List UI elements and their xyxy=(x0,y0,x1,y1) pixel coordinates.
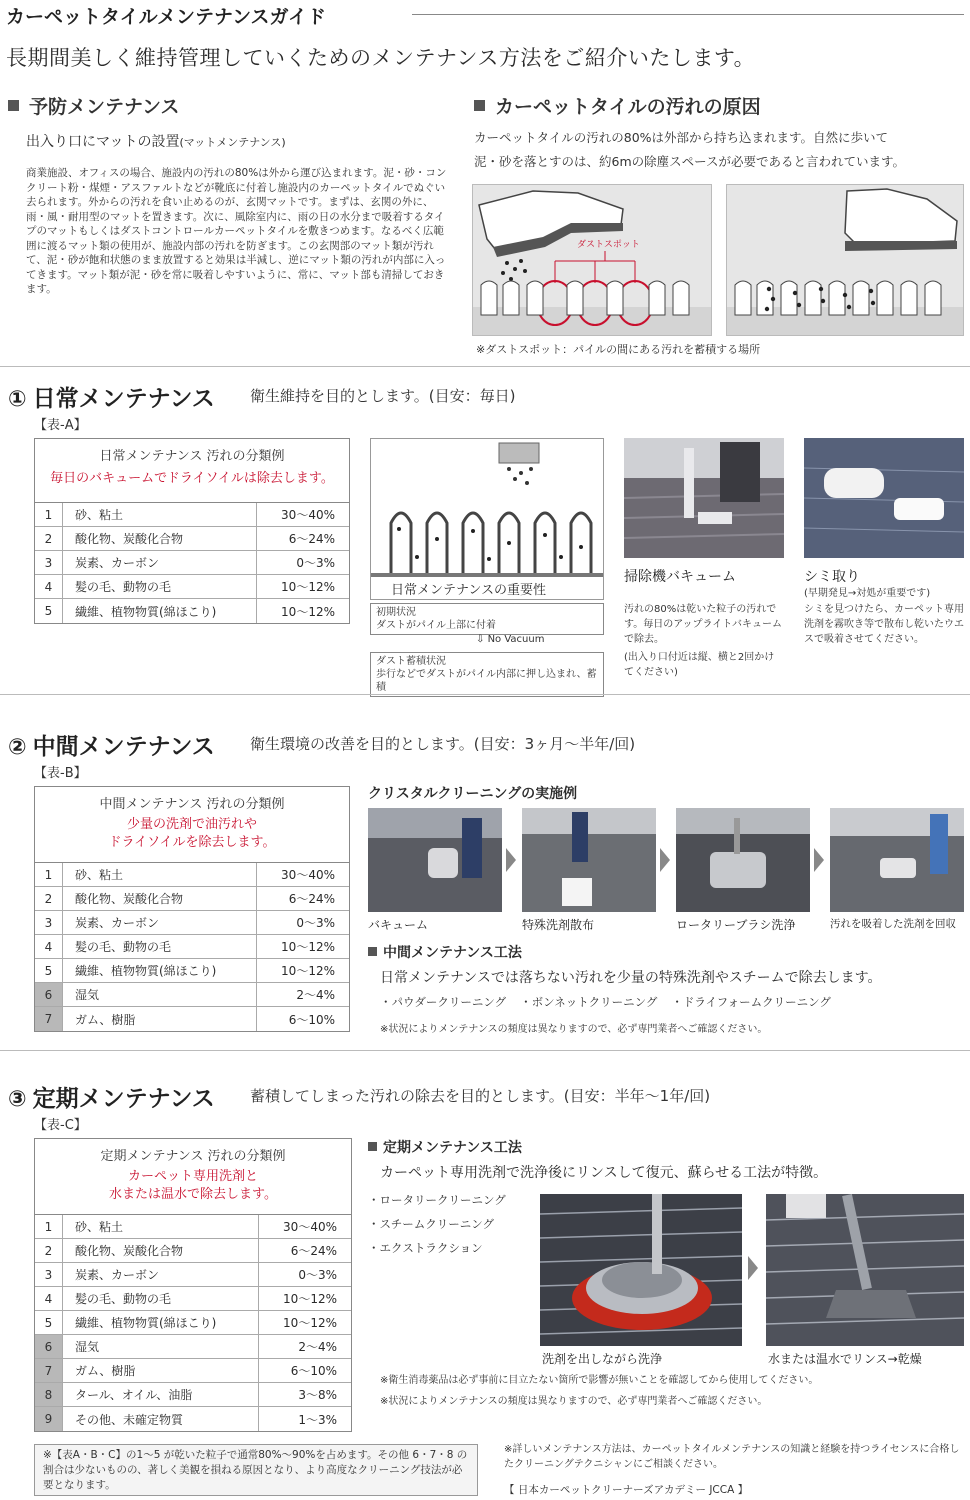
row-number: 1 xyxy=(35,1215,63,1238)
interim-note: ※状況によりメンテナンスの頻度は異なりますので、必ず専門業者へご確認ください。 xyxy=(380,1024,768,1035)
table-row xyxy=(35,1359,351,1383)
step-caption-1: バキューム xyxy=(368,918,429,932)
interim-table-title: 中間メンテナンス 汚れの分類例 xyxy=(99,797,285,812)
periodic-method-text: カーペット専用洗剤で洗浄後にリンスして復元、蘇らせる工法が特徴。 xyxy=(380,1165,828,1181)
row-number: 3 xyxy=(35,1263,63,1286)
square-bullet-icon xyxy=(368,1142,377,1151)
vacuum-step-image xyxy=(368,808,502,912)
row-number: 5 xyxy=(35,959,63,982)
row-name: その他、未確定物質 xyxy=(63,1407,259,1431)
row-number: 4 xyxy=(35,935,63,958)
step-photo-1 xyxy=(368,808,502,912)
row-value: 10〜12% xyxy=(281,604,335,619)
row-number: 5 xyxy=(35,599,63,623)
row-value: 10〜12% xyxy=(281,580,335,594)
row-number: 3 xyxy=(35,551,63,574)
periodic-photo1-caption: 洗剤を出しながら洗浄 xyxy=(542,1352,663,1366)
table-row xyxy=(35,863,349,887)
section-divider xyxy=(0,366,970,367)
cause-line-2: 泥・砂を落とすのは、約6mの除塵スペースが必要であると言われています。 xyxy=(474,154,906,169)
table-row xyxy=(35,959,349,983)
row-value: 1〜3% xyxy=(298,1412,337,1427)
row-name: 砂、粘土 xyxy=(63,503,257,526)
row-number: 2 xyxy=(35,1239,63,1262)
row-value: 6〜10% xyxy=(290,1364,337,1378)
spot-text: シミを見つけたら、カーペット専用洗剤を霧吹き等で散布し乾いたウエスで吸着させてください。 xyxy=(804,604,964,645)
page-title: カーペットタイルメンテナンスガイド xyxy=(6,6,326,28)
table-row xyxy=(35,575,349,599)
periodic-method-list: ・ロータリークリーニング ・スチームクリーニング ・エクストラクション xyxy=(368,1193,506,1255)
daily-box-accumulated: ダスト蓄積状況 歩行などでダストがパイル内部に押し込まれ、蓄積 xyxy=(370,652,604,697)
row-value: 6〜24% xyxy=(288,532,335,546)
row-name: 酸化物、炭酸化合物 xyxy=(63,527,257,550)
row-value: 30〜40% xyxy=(283,1220,337,1234)
daily-title: ① 日常メンテナンス xyxy=(8,386,215,412)
row-value: 10〜12% xyxy=(283,1292,337,1306)
spray-step-image xyxy=(522,808,656,912)
table-row xyxy=(35,887,349,911)
step-photo-2 xyxy=(522,808,656,912)
dust-spot-illustration-left xyxy=(472,184,712,336)
vacuum-note: (出入り口付近は縦、横と2回かけてください) xyxy=(624,652,775,678)
row-name: 繊維、植物物質(綿ほこり) xyxy=(63,1311,259,1334)
rinse-dry-photo xyxy=(766,1194,964,1346)
table-row xyxy=(35,1407,351,1431)
row-name: ガム、樹脂 xyxy=(63,1359,259,1382)
daily-table-title: 日常メンテナンス 汚れの分類例 xyxy=(99,449,285,464)
vacuum-text: 汚れの80%は乾いた粒子の汚れです。毎日のアップライトバキュームで除去。 xyxy=(624,604,782,645)
footer-consult-text: ※詳しいメンテナンス方法は、カーペットタイルメンテナンスの知識と経験を持つライセンスに合格したクリーニングテクニシャンにご相談ください。 xyxy=(504,1444,960,1470)
row-number: 1 xyxy=(35,503,63,526)
row-value: 30〜40% xyxy=(281,868,335,882)
periodic-table-header xyxy=(35,1139,351,1215)
step-arrow-icon xyxy=(748,1256,758,1280)
step-arrow-icon xyxy=(506,848,516,872)
row-number: 5 xyxy=(35,1311,63,1334)
square-bullet-icon xyxy=(8,100,19,111)
row-name: 砂、粘土 xyxy=(63,1215,259,1238)
daily-table-body xyxy=(35,503,349,623)
interim-method-text: 日常メンテナンスでは落ちない汚れを少量の特殊洗剤やスチームで除去します。 xyxy=(380,970,882,986)
step-arrow-icon xyxy=(814,848,824,872)
table-row xyxy=(35,1007,349,1031)
interim-table-header xyxy=(35,787,349,863)
row-value: 6〜24% xyxy=(288,892,335,906)
upright-vacuum-image xyxy=(624,438,784,558)
spot-removal-photo xyxy=(804,438,964,558)
footer-academy: 【 日本カーペットクリーナーズアカデミー JCCA 】 xyxy=(504,1484,749,1496)
interim-table-emphasis-1: 少量の洗剤で油汚れや xyxy=(126,817,257,832)
row-name: 髪の毛、動物の毛 xyxy=(63,935,257,958)
row-name: ガム、樹脂 xyxy=(63,1007,257,1031)
table-row xyxy=(35,1239,351,1263)
row-number: 2 xyxy=(35,527,63,550)
interim-method-list: ・パウダークリーニング ・ボンネットクリーニング ・ドライフォームクリーニング xyxy=(380,995,831,1009)
vacuum-caption: 掃除機バキューム xyxy=(624,569,736,585)
no-vacuum-arrow: ⇩ No Vacuum xyxy=(476,634,545,645)
table-row xyxy=(35,1263,351,1287)
row-number: 3 xyxy=(35,911,63,934)
cause-line-1: カーペットタイルの汚れの80%は外部から持ち込まれます。自然に歩いて xyxy=(474,130,889,145)
row-number: 8 xyxy=(35,1383,63,1406)
dust-spot-note: ※ダストスポット：パイルの間にある汚れを蓄積する場所 xyxy=(476,343,761,356)
page-intro: 長期間美しく維持管理していくためのメンテナンス方法をご紹介いたします。 xyxy=(6,46,756,70)
row-value: 0〜3% xyxy=(296,916,335,930)
spray-wipe-image xyxy=(804,438,964,558)
periodic-table xyxy=(34,1138,352,1432)
row-name: 砂、粘土 xyxy=(63,863,257,886)
vacuum-pile-illustration xyxy=(371,439,603,599)
row-name: 湿気 xyxy=(63,983,257,1006)
row-number: 1 xyxy=(35,863,63,886)
row-name: 炭素、カーボン xyxy=(63,551,257,574)
step-caption-4: 汚れを吸着した洗剤を回収 xyxy=(830,918,956,930)
periodic-table-label: 【表-C】 xyxy=(34,1118,87,1133)
square-bullet-icon xyxy=(368,947,377,956)
row-name: 酸化物、炭酸化合物 xyxy=(63,1239,259,1262)
step-photo-3 xyxy=(676,808,810,912)
extraction-step-image xyxy=(830,808,964,912)
row-number: 4 xyxy=(35,1287,63,1310)
table-row xyxy=(35,1335,351,1359)
periodic-table-emphasis-1: カーペット専用洗剤と xyxy=(127,1169,258,1184)
row-value: 30〜40% xyxy=(281,508,335,522)
crystal-heading: クリスタルクリーニングの実施例 xyxy=(368,786,578,802)
row-value: 2〜4% xyxy=(298,1340,337,1354)
periodic-table-body xyxy=(35,1215,351,1431)
table-row xyxy=(35,935,349,959)
table-row xyxy=(35,983,349,1007)
periodic-photo2-caption: 水または温水でリンス→乾燥 xyxy=(768,1352,922,1366)
table-row xyxy=(35,551,349,575)
vacuum-photo xyxy=(624,438,784,558)
extraction-wand-image xyxy=(766,1194,964,1346)
spot-caption: シミ取り xyxy=(804,569,860,585)
interim-table xyxy=(34,786,350,1032)
daily-illustration-caption: 日常メンテナンスの重要性 xyxy=(391,583,546,598)
table-row xyxy=(35,1287,351,1311)
table-row xyxy=(35,527,349,551)
periodic-title: ③ 定期メンテナンス xyxy=(8,1086,215,1112)
row-value: 10〜12% xyxy=(281,964,335,978)
dirty-pile-illustration xyxy=(727,185,964,336)
table-row xyxy=(35,911,349,935)
interim-title: ② 中間メンテナンス xyxy=(8,734,215,760)
row-name: 湿気 xyxy=(63,1335,259,1358)
table-row xyxy=(35,503,349,527)
cause-heading: カーペットタイルの汚れの原因 xyxy=(474,92,761,119)
daily-box-initial: 初期状況 ダストがパイル上部に付着 xyxy=(370,603,604,635)
interim-table-label: 【表-B】 xyxy=(34,766,87,781)
no-vacuum-label: No Vacuum xyxy=(487,634,545,645)
table-row xyxy=(35,1215,351,1239)
row-number: 7 xyxy=(35,1359,63,1382)
row-name: 繊維、植物物質(綿ほこり) xyxy=(63,959,257,982)
row-number: 4 xyxy=(35,575,63,598)
periodic-table-title: 定期メンテナンス 汚れの分類例 xyxy=(100,1149,286,1164)
interim-method-heading: 中間メンテナンス工法 xyxy=(368,942,522,962)
row-value: 0〜3% xyxy=(296,556,335,570)
row-name: タール、オイル、油脂 xyxy=(63,1383,259,1406)
interim-table-body xyxy=(35,863,349,1031)
step-caption-3: ロータリーブラシ洗浄 xyxy=(676,918,796,932)
prevention-paragraph: 商業施設、オフィスの場合、施設内の汚れの80%は外から運び込まれます。泥・砂・コンクリート粉・煤煙・アスファルトなどが靴底に付着し施設内のカーペットタイルでぬぐい去られます。外からの汚れを食い止めるのが、玄関マットです。まずは、玄関の外に、雨・風・耐用型のマットを置きます。次に、風除室内に、雨の日の水分まで吸着するタイプのマットもしくはダストコントロールカーペットタイルを敷きつめます。なるべく広範囲に渡るマット類の使用が、施設内部の汚れを防ぎます。この玄関部のマット類が汚れて、泥・砂が飽和状態のまま放置すると効果は半減し、逆にマット類の汚れが内部に入ってきます。マット類が泥・砂を常に吸着しやすいように、常に、マット部も清掃しておきます。 xyxy=(26,167,447,295)
row-value: 3〜8% xyxy=(298,1388,337,1402)
table-row xyxy=(35,1311,351,1335)
dust-spot-label: ダストスポット xyxy=(577,240,640,250)
row-number: 7 xyxy=(35,1007,63,1031)
rotary-brush-step-image xyxy=(676,808,810,912)
periodic-note-1: ※衛生消毒薬品は必ず事前に目立たない箇所で影響が無いことを確認してから使用してください。 xyxy=(380,1375,819,1386)
table-row xyxy=(35,599,349,623)
shoe-dirt-illustration xyxy=(473,185,712,336)
row-name: 髪の毛、動物の毛 xyxy=(63,575,257,598)
section-divider xyxy=(0,1050,970,1051)
title-rule xyxy=(412,14,964,15)
step-arrow-icon xyxy=(660,848,670,872)
row-number: 9 xyxy=(35,1407,63,1431)
periodic-method-heading: 定期メンテナンス工法 xyxy=(368,1137,522,1157)
daily-table-header xyxy=(35,439,349,503)
periodic-subtitle: 蓄積してしまった汚れの除去を目的とします。(目安：半年〜1年/回) xyxy=(250,1087,711,1105)
daily-importance-illustration xyxy=(370,438,604,600)
row-value: 2〜4% xyxy=(296,988,335,1002)
square-bullet-icon xyxy=(474,100,485,111)
interim-table-emphasis-2: ドライソイルを除去します。 xyxy=(108,835,276,850)
row-value: 6〜24% xyxy=(290,1244,337,1258)
table-row xyxy=(35,1383,351,1407)
row-number: 6 xyxy=(35,1335,63,1358)
dust-spot-illustration-right xyxy=(726,184,964,336)
periodic-table-emphasis-2: 水または温水で除去します。 xyxy=(109,1187,277,1202)
row-value: 6〜10% xyxy=(288,1012,335,1027)
periodic-note-2: ※状況によりメンテナンスの頻度は異なりますので、必ず専門業者へご確認ください。 xyxy=(380,1396,768,1407)
daily-table-label: 【表-A】 xyxy=(34,418,87,433)
row-number: 6 xyxy=(35,983,63,1006)
section-divider xyxy=(0,694,970,695)
row-name: 炭素、カーボン xyxy=(63,911,257,934)
row-value: 10〜12% xyxy=(283,1316,337,1330)
step-photo-4 xyxy=(830,808,964,912)
row-name: 繊維、植物物質(綿ほこり) xyxy=(63,599,257,623)
row-number: 2 xyxy=(35,887,63,910)
rotary-machine-image xyxy=(540,1194,742,1346)
row-name: 酸化物、炭酸化合物 xyxy=(63,887,257,910)
row-value: 10〜12% xyxy=(281,940,335,954)
daily-table xyxy=(34,438,350,624)
rotary-wash-photo xyxy=(540,1194,742,1346)
prevention-heading: 予防メンテナンス xyxy=(8,92,179,119)
spot-subcaption: (早期発見→対処が重要です) xyxy=(804,588,931,599)
daily-subtitle: 衛生維持を目的とします。(目安：毎日) xyxy=(250,387,516,405)
footer-note-box: ※【表A・B・C】の1〜5 が乾いた粒子で通常80%〜90%を占めます。その他 6・7・8 の割合は少ないものの、著しく美観を損ねる原因となり、より高度なクリーニング技法が必要となります。 xyxy=(34,1444,478,1496)
prevention-subheading: 出入り口にマットの設置(マットメンテナンス) xyxy=(26,134,286,150)
row-value: 0〜3% xyxy=(298,1268,337,1282)
row-name: 髪の毛、動物の毛 xyxy=(63,1287,259,1310)
row-name: 炭素、カーボン xyxy=(63,1263,259,1286)
interim-subtitle: 衛生環境の改善を目的とします。(目安：3ヶ月〜半年/回) xyxy=(250,735,636,753)
daily-table-emphasis: 毎日のバキュームでドライソイルは除去します。 xyxy=(50,471,334,486)
step-caption-2: 特殊洗剤散布 xyxy=(522,918,595,932)
